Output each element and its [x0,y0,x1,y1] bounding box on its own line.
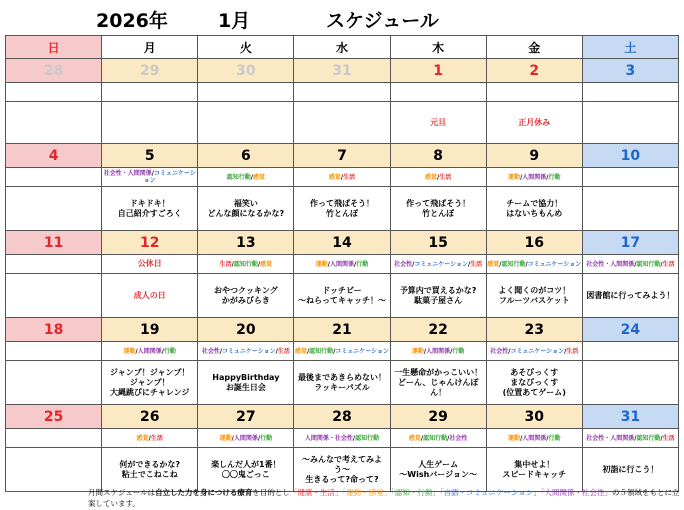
day-number: 2 [486,59,582,83]
domain-tag: コミュニケーション [510,347,565,355]
activity-row [6,448,679,492]
activity [198,187,294,231]
calendar-table [5,35,679,492]
day-number: 15 [390,231,486,255]
weekday-sat: 土 [582,36,678,59]
domain-tags [6,168,102,187]
domain-tag: 行動 [163,347,176,355]
day-number: 3 [582,59,678,83]
domain-tags [294,429,390,448]
activity [102,361,198,405]
activity-line: ラッキーパズル [314,382,370,392]
activity-line: ドキドキ！ [129,198,170,208]
activity-line: フルーツバスケット [498,295,570,305]
domain-tags [6,83,102,102]
activity-line: どんな顔になるかな? [207,208,285,218]
domain-tag: 感覚 [425,173,438,181]
domain-tag: / [327,260,330,268]
footer-segment: を目的とし [252,488,290,497]
domain-tag: 感覚 [136,434,149,442]
domain-tag: 認知行動 [233,260,258,268]
domain-tag: コミュニケーション [222,347,276,355]
domain-tag: コミュニケーション [143,170,196,184]
domain-tag: 運動 [219,434,232,442]
domain-tag: / [151,170,154,177]
domain-tag: 生活 [470,260,483,268]
activity [102,187,198,231]
footer-segment: の５領域をもとに立案しています。 [88,488,680,508]
activity [102,448,198,492]
activity-line: 自己紹介すごろく [117,208,182,218]
activity-line: 駄菓子屋さん [414,295,463,305]
domain-tag: 行動 [260,434,273,442]
activity-line: 最後まであきらめない！ [297,372,386,382]
domain-tag: 運動 [123,347,136,355]
day-number-row [6,318,679,342]
day-number: 26 [102,405,198,429]
activity [6,274,102,318]
domain-tags [582,255,678,274]
activity-line: まなびっくす [510,377,559,387]
activity [6,102,102,144]
activity [582,274,678,318]
domain-tag: 生活 [219,260,232,268]
activity-line: 正月休み [518,117,551,127]
domain-tag: 生活 [343,173,356,181]
day-number: 31 [582,405,678,429]
activity-row [6,361,679,405]
domain-tag: / [508,347,511,355]
domain-tags [294,255,390,274]
day-number: 29 [390,405,486,429]
activity-line: HappyBirthday [212,372,280,382]
activity [294,361,390,405]
domain-tag: / [634,260,637,268]
domain-tag: コミュニケーション [414,260,468,268]
activity-line: 一生懸命がかっこいい！ [394,367,483,377]
domain-tags [102,429,198,448]
domain-tags [582,429,678,448]
day-number: 4 [6,144,102,168]
activity [198,102,294,144]
domain-tag: 運動 [315,260,328,268]
domain-tag: 認知行動 [226,173,251,181]
day-number: 16 [486,231,582,255]
domain-tag: 行動 [548,173,561,181]
domain-tag: 社会性 [490,347,509,355]
domain-tag: / [275,347,278,355]
activity [6,187,102,231]
activity [390,448,486,492]
domain-tag: / [450,347,453,355]
domain-tag: 社会性 [449,434,468,442]
day-number: 30 [198,59,294,83]
domain-tag: 公休日 [137,259,162,268]
activity-row [6,187,679,231]
activity [486,448,582,492]
domain-tag: / [257,260,261,268]
weekday-tue: 火 [198,36,294,59]
domain-tag: 感覚 [294,347,307,355]
day-number: 5 [102,144,198,168]
day-number: 18 [6,318,102,342]
domain-tag: / [420,434,424,442]
domain-tag: 認知行動 [501,260,526,268]
day-number-row [6,405,679,429]
activity [486,361,582,405]
activity [390,361,486,405]
domain-tag: / [660,434,663,442]
domain-tag: / [354,260,357,268]
domain-tags [102,255,198,274]
activity-line: 竹とんぼ [325,208,358,218]
domain-tag: / [499,260,502,268]
day-number: 17 [582,231,678,255]
domain-tag: 社会性・人間関係 [586,434,635,442]
activity [102,274,198,318]
activity-line: 〇〇鬼ごっこ [221,469,270,479]
weekday-fri: 金 [486,36,582,59]
activity [390,274,486,318]
domain-tag: 生活 [150,434,163,442]
activity-line: 何ができるかな? [119,459,181,469]
activity-line: 人生ゲーム [418,459,459,469]
domain-tags [486,429,582,448]
domain-tag: 生活 [277,347,290,355]
activity-line: 集中せよ！ [514,459,555,469]
activity-line: 予算内で買えるかな? [399,285,477,295]
domain-tags [102,342,198,361]
activity-line: 竹とんぼ [422,208,455,218]
domain-tags [198,168,294,187]
domain-tag-row [6,342,679,361]
day-number: 1 [390,59,486,83]
domain-tag: / [660,260,663,268]
domain-tag: 社会性・人間関係 [586,260,635,268]
day-number: 7 [294,144,390,168]
domain-tag: / [250,173,253,181]
domain-tags [582,342,678,361]
domain-tag-row [6,429,679,448]
activity-line: 大縄跳びにチャレンジ [110,387,190,397]
footer-segment: 「言語・コミュニケーション」 [439,488,541,497]
weekday-header-row [6,36,679,59]
domain-tag: 認知行動 [636,434,661,442]
activity-line: 〜ねらってキャッチ！〜 [297,295,386,305]
activity [486,102,582,144]
domain-tags [198,255,294,274]
domain-tag: 人間関係・社会性 [304,434,353,442]
domain-tags [294,342,390,361]
domain-tags [390,83,486,102]
domain-tag: 認知行動 [355,434,380,442]
domain-tags [294,168,390,187]
day-number: 9 [486,144,582,168]
domain-tags [102,168,198,187]
activity [582,102,678,144]
domain-tag: 感覚 [252,173,265,181]
domain-tag: コミュニケーション [527,260,582,268]
activity [6,448,102,492]
domain-tag: 人間関係 [426,347,451,355]
activity-line: 生きるって?命って? [305,474,379,484]
activity-row [6,102,679,144]
domain-tags [6,429,102,448]
domain-tag: / [525,260,528,268]
domain-tag: 認知行動 [309,347,334,355]
day-number: 25 [6,405,102,429]
activity [294,448,390,492]
domain-tag: / [352,434,356,442]
day-number: 21 [294,318,390,342]
day-number: 11 [6,231,102,255]
domain-tags [486,342,582,361]
domain-tag: 人間関係 [522,173,547,181]
activity-line: チームで協力！ [506,198,563,208]
domain-tag: / [340,173,344,181]
domain-tag: / [520,173,523,181]
domain-tag: 生活 [662,260,675,268]
day-number: 10 [582,144,678,168]
domain-tags [390,255,486,274]
activity [486,274,582,318]
day-number-row [6,144,679,168]
domain-tag: コミュニケーション [335,347,390,355]
activity-row [6,274,679,318]
domain-tag: 生活 [566,347,579,355]
domain-tag: 運動 [411,347,424,355]
day-number: 13 [198,231,294,255]
domain-tag: / [161,347,164,355]
day-number: 28 [6,59,102,83]
domain-tags [582,168,678,187]
footer-segment: 「運動・感覚」 [342,488,392,497]
activity [582,361,678,405]
domain-tags [486,168,582,187]
domain-tag: 社会性 [394,260,413,268]
weekday-wed: 水 [294,36,390,59]
activity [390,187,486,231]
activity [390,102,486,144]
day-number: 6 [198,144,294,168]
day-number: 29 [102,59,198,83]
day-number: 24 [582,318,678,342]
activity-line: よく聞くのがコツ！ [498,285,571,295]
domain-tags [390,429,486,448]
activity-line: 福笑い [233,198,258,208]
activity-line: ジャンプ！ [129,377,170,387]
domain-tags [486,255,582,274]
weekday-sun: 日 [6,36,102,59]
domain-tag: / [135,347,138,355]
activity [102,102,198,144]
footer-segment: 自立した力を身につける療育 [155,488,253,497]
domain-tag: 人間関係 [329,260,354,268]
footer-segment: 「人間関係・社会性」 [540,488,612,497]
day-number: 22 [390,318,486,342]
activity-line: 図書館に行ってみよう！ [586,290,675,300]
activity-line: 初詣に行こう！ [602,464,659,474]
domain-tag: 人間関係 [522,434,547,442]
title-month: 1月 [218,10,251,32]
activity [294,274,390,318]
domain-tag: / [257,434,261,442]
activity [198,361,294,405]
activity-line: お誕生日会 [225,382,266,392]
domain-tag: / [333,347,336,355]
domain-tag: 社会性 [201,347,220,355]
activity [198,448,294,492]
domain-tag: / [306,347,310,355]
activity-line: (位置あてゲーム) [502,387,566,397]
domain-tags [486,83,582,102]
day-number: 8 [390,144,486,168]
activity [6,361,102,405]
footer-note [88,487,680,509]
domain-tags [390,168,486,187]
domain-tag-row [6,255,679,274]
day-number: 27 [198,405,294,429]
domain-tags [6,342,102,361]
domain-tag: 生活 [662,434,675,442]
activity [198,274,294,318]
day-number-row [6,231,679,255]
domain-tag: 感覚 [487,260,500,268]
domain-tags [198,429,294,448]
activity-line: 元旦 [430,117,447,127]
domain-tag: / [467,260,471,268]
domain-tag: / [231,434,234,442]
activity-line: 〜みんなで考えてみよう〜 [301,454,382,474]
domain-tag-row [6,83,679,102]
domain-tag: / [148,434,151,442]
domain-tag-row [6,168,679,187]
activity [582,187,678,231]
domain-tags [6,255,102,274]
domain-tag: / [564,347,567,355]
title-year: 2026年 [96,10,168,32]
domain-tag: / [520,434,523,442]
domain-tag: 生活 [439,173,452,181]
activity-line: おやつクッキング [213,285,278,295]
domain-tag: 認知行動 [423,434,448,442]
activity-line: ジャンプ！ジャンプ！ [109,367,190,377]
domain-tag: / [546,434,549,442]
day-number: 30 [486,405,582,429]
weekday-mon: 月 [102,36,198,59]
domain-tag: 行動 [452,347,465,355]
activity [294,102,390,144]
footer-segment: 「健康・生活」 [289,488,343,497]
domain-tag: / [634,434,637,442]
domain-tag: / [412,260,415,268]
activity-line: 作って飛ばそう！ [309,198,374,208]
activity-line: 楽しんだ人が1番！ [211,459,281,469]
domain-tag: / [546,173,549,181]
activity-line: はないちもんめ [506,208,563,218]
footer-segment: 「認知・行動」 [391,488,440,497]
domain-tag: 行動 [356,260,369,268]
activity-line: 成人の日 [133,290,166,300]
activity-line: ドッチビー [322,285,362,295]
activity [486,187,582,231]
domain-tag: / [423,347,427,355]
footer-segment: 月間スケジュールは [88,488,156,497]
domain-tag: 人間関係 [233,434,258,442]
domain-tags [198,342,294,361]
domain-tag: / [437,173,440,181]
domain-tags [294,83,390,102]
domain-tag: 人間関係 [137,347,162,355]
domain-tag: / [447,434,450,442]
domain-tag: 社会性・人間関係 [103,170,152,177]
day-number: 19 [102,318,198,342]
domain-tags [198,83,294,102]
activity-line: かがみびらき [221,295,270,305]
domain-tag: 感覚 [328,173,341,181]
day-number: 23 [486,318,582,342]
activity [582,448,678,492]
day-number: 28 [294,405,390,429]
domain-tag: 運動 [508,173,521,181]
domain-tag: 認知行動 [636,260,661,268]
activity-line: スピードキャッチ [502,469,567,479]
domain-tags [102,83,198,102]
day-number: 14 [294,231,390,255]
day-number: 12 [102,231,198,255]
activity [294,187,390,231]
day-number: 31 [294,59,390,83]
domain-tag: 行動 [548,434,561,442]
activity-line: 〜Wishバージョン〜 [399,469,477,479]
activity-line: あそびっくす [510,367,559,377]
activity-line: 粘土でこねこね [121,469,178,479]
day-number-row [6,59,679,83]
weekday-thu: 木 [390,36,486,59]
domain-tag: 運動 [508,434,521,442]
domain-tag: / [219,347,223,355]
activity-line: どーん、じゃんけんぽん！ [397,377,479,397]
domain-tag: / [231,260,234,268]
day-number: 20 [198,318,294,342]
activity-line: 作って飛ばそう！ [406,198,471,208]
domain-tag: 感覚 [408,434,421,442]
domain-tags [582,83,678,102]
domain-tag: 感覚 [260,260,273,268]
domain-tags [390,342,486,361]
title-label: スケジュール [326,10,439,32]
